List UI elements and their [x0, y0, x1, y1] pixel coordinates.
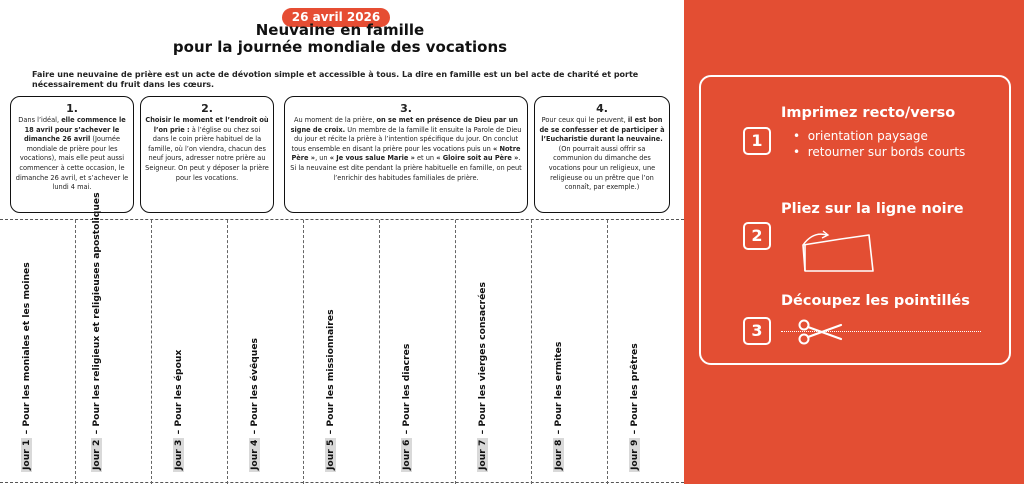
step-text: Si la neuvaine est dite pendant la prière habituelle en famille, on peut l’enrichir des habitudes familiales de prière. [290, 163, 522, 182]
day-label [325, 309, 336, 472]
day-number: Jour 9 [629, 439, 640, 470]
day-strip-7 [456, 220, 532, 484]
step-text-bold: il est bon de se confesser et de participer à l’Eucharistie durant la neuvaine. [539, 116, 665, 144]
step-text: (On pourrait aussi offrir sa communion du dimanche des vocations pour un religieux, une religieuse ou un prêtre que l’on connaît, par exemple.) [548, 144, 656, 192]
instruction-bullet: • orientation paysage [793, 129, 928, 143]
prayer-name: « Gloire soit au Père » [436, 154, 519, 163]
right-page [684, 0, 1024, 484]
step-text: à l’église ou chez soi dans le coin prière habituel de la famille, où l’on viendra, chacun des neuf jours, adresser notre prière au Seigneur. On peut y déposer la prière pour les vocations. [145, 125, 269, 182]
step-number: 3. [400, 102, 412, 115]
day-number: Jour 1 [20, 439, 32, 470]
day-number: Jour 7 [476, 439, 488, 470]
instruction-number-3: 3 [743, 317, 771, 345]
day-strip-1 [0, 220, 76, 484]
day-number: Jour 5 [324, 439, 336, 470]
day-strip-5 [304, 220, 380, 484]
intro-text: Faire une neuvaine de prière est un acte de dévotion simple et accessible à tous. La dire en famille est un bel acte de charité et porte nécessairement du fruit dans les cœurs. [32, 70, 639, 89]
day-label [553, 342, 564, 472]
day-intention: – Pour les prêtres [629, 343, 640, 438]
step-text: Au moment de la prière, [294, 116, 377, 124]
day-number: Jour 2 [90, 439, 102, 470]
step-card-3: 3. Au moment de la prière, on se met en présence de Dieu par un signe de croix. Un membre de la famille lit ensuite la Parole de Dieu du jour et récite la prière à l’intention spécifique du jour. On conclut tous ensemble en disant la prière pour les vocations puis un « Notre Père », un « Je vous salue Marie » et un « Gloire soit au Père ». Si la neuvaine est dite pendant la prière habituelle en famille, on peut l’enrichir des habitudes familiales de prière. [284, 96, 528, 213]
instruction-title-fold: Pliez sur la ligne noire [781, 201, 964, 217]
step-text: (Journée mondiale de prière pour les vocations), mais elle peut aussi commencer à cette occasion, le dimanche 26 avril, et s’achever le lundi 4 mai. [15, 135, 129, 192]
step-number: 4. [596, 102, 608, 115]
scissors-icon [797, 319, 845, 345]
day-strip-8 [532, 220, 608, 484]
day-strip-2 [76, 192, 152, 484]
day-number: Jour 6 [400, 439, 412, 470]
day-label [629, 343, 640, 472]
day-strip-4 [228, 220, 304, 484]
title-line-2: pour la journée mondiale des vocations [172, 38, 508, 56]
day-intention: – Pour les époux [172, 349, 184, 438]
day-intention: – Pour les missionnaires [324, 309, 336, 438]
instruction-number-2: 2 [743, 222, 771, 250]
day-label [477, 282, 488, 472]
step-card-4 [534, 96, 670, 213]
day-number: Jour 4 [248, 439, 260, 470]
instruction-number-1: 1 [743, 127, 771, 155]
day-strip-6 [380, 220, 456, 484]
day-intention: – Pour les diacres [400, 343, 412, 438]
prayer-name: « Je vous salue Marie » [329, 154, 415, 163]
instructions-panel [699, 75, 1011, 365]
instruction-title-print: Imprimez recto/verso [781, 105, 956, 121]
day-intention: – Pour les évêques [248, 337, 260, 438]
step-text: , un [315, 154, 330, 163]
day-strip-3 [152, 220, 228, 484]
instruction-bullet: • retourner sur bords courts [793, 145, 966, 159]
step-text-bold: elle commence le 18 avril pour s’achever le dimanche 26 avril [23, 116, 126, 144]
day-number: Jour 3 [172, 439, 184, 470]
day-label [91, 192, 102, 472]
step-text: Pour ceux qui le peuvent, [541, 116, 628, 124]
day-strips [0, 192, 684, 483]
page-title [150, 22, 530, 56]
step-card-1 [10, 96, 134, 213]
step-text-bold: on se met en présence de Dieu par un signe de croix. [290, 116, 518, 134]
day-label [21, 262, 32, 472]
day-label [401, 344, 412, 472]
date-badge: 26 avril 2026 [282, 8, 390, 27]
step-number: 1. [66, 102, 78, 115]
step-card-2 [140, 96, 274, 213]
day-intention: – Pour les religieux et religieuses apostoliques [90, 192, 102, 438]
step-number: 2. [201, 102, 213, 115]
day-intention: – Pour les vierges consacrées [476, 281, 488, 438]
day-label [249, 338, 260, 472]
step-text: et un [414, 154, 437, 163]
fold-icon [797, 225, 877, 273]
day-number: Jour 8 [552, 439, 564, 470]
day-intention: – Pour les moniales et les moines [20, 262, 32, 438]
step-text: Un membre de la famille lit ensuite la Parole de Dieu du jour et récite la prière à l’intention spécifique du jour. On conclut tous ensemble en disant la prière pour les vocations puis un [291, 125, 522, 153]
day-label [173, 350, 184, 472]
step-text: Dans l’idéal, [18, 116, 62, 124]
day-intention: – Pour les ermites [552, 341, 564, 438]
day-strip-9 [608, 220, 684, 484]
title-line-1: Neuvaine en famille [255, 21, 425, 39]
prayer-name: « Notre Père » [291, 144, 521, 163]
step-text-bold: Choisir le moment et l’endroit où l’on prie : [145, 116, 269, 134]
instruction-title-cut: Découpez les pointillés [781, 293, 970, 309]
